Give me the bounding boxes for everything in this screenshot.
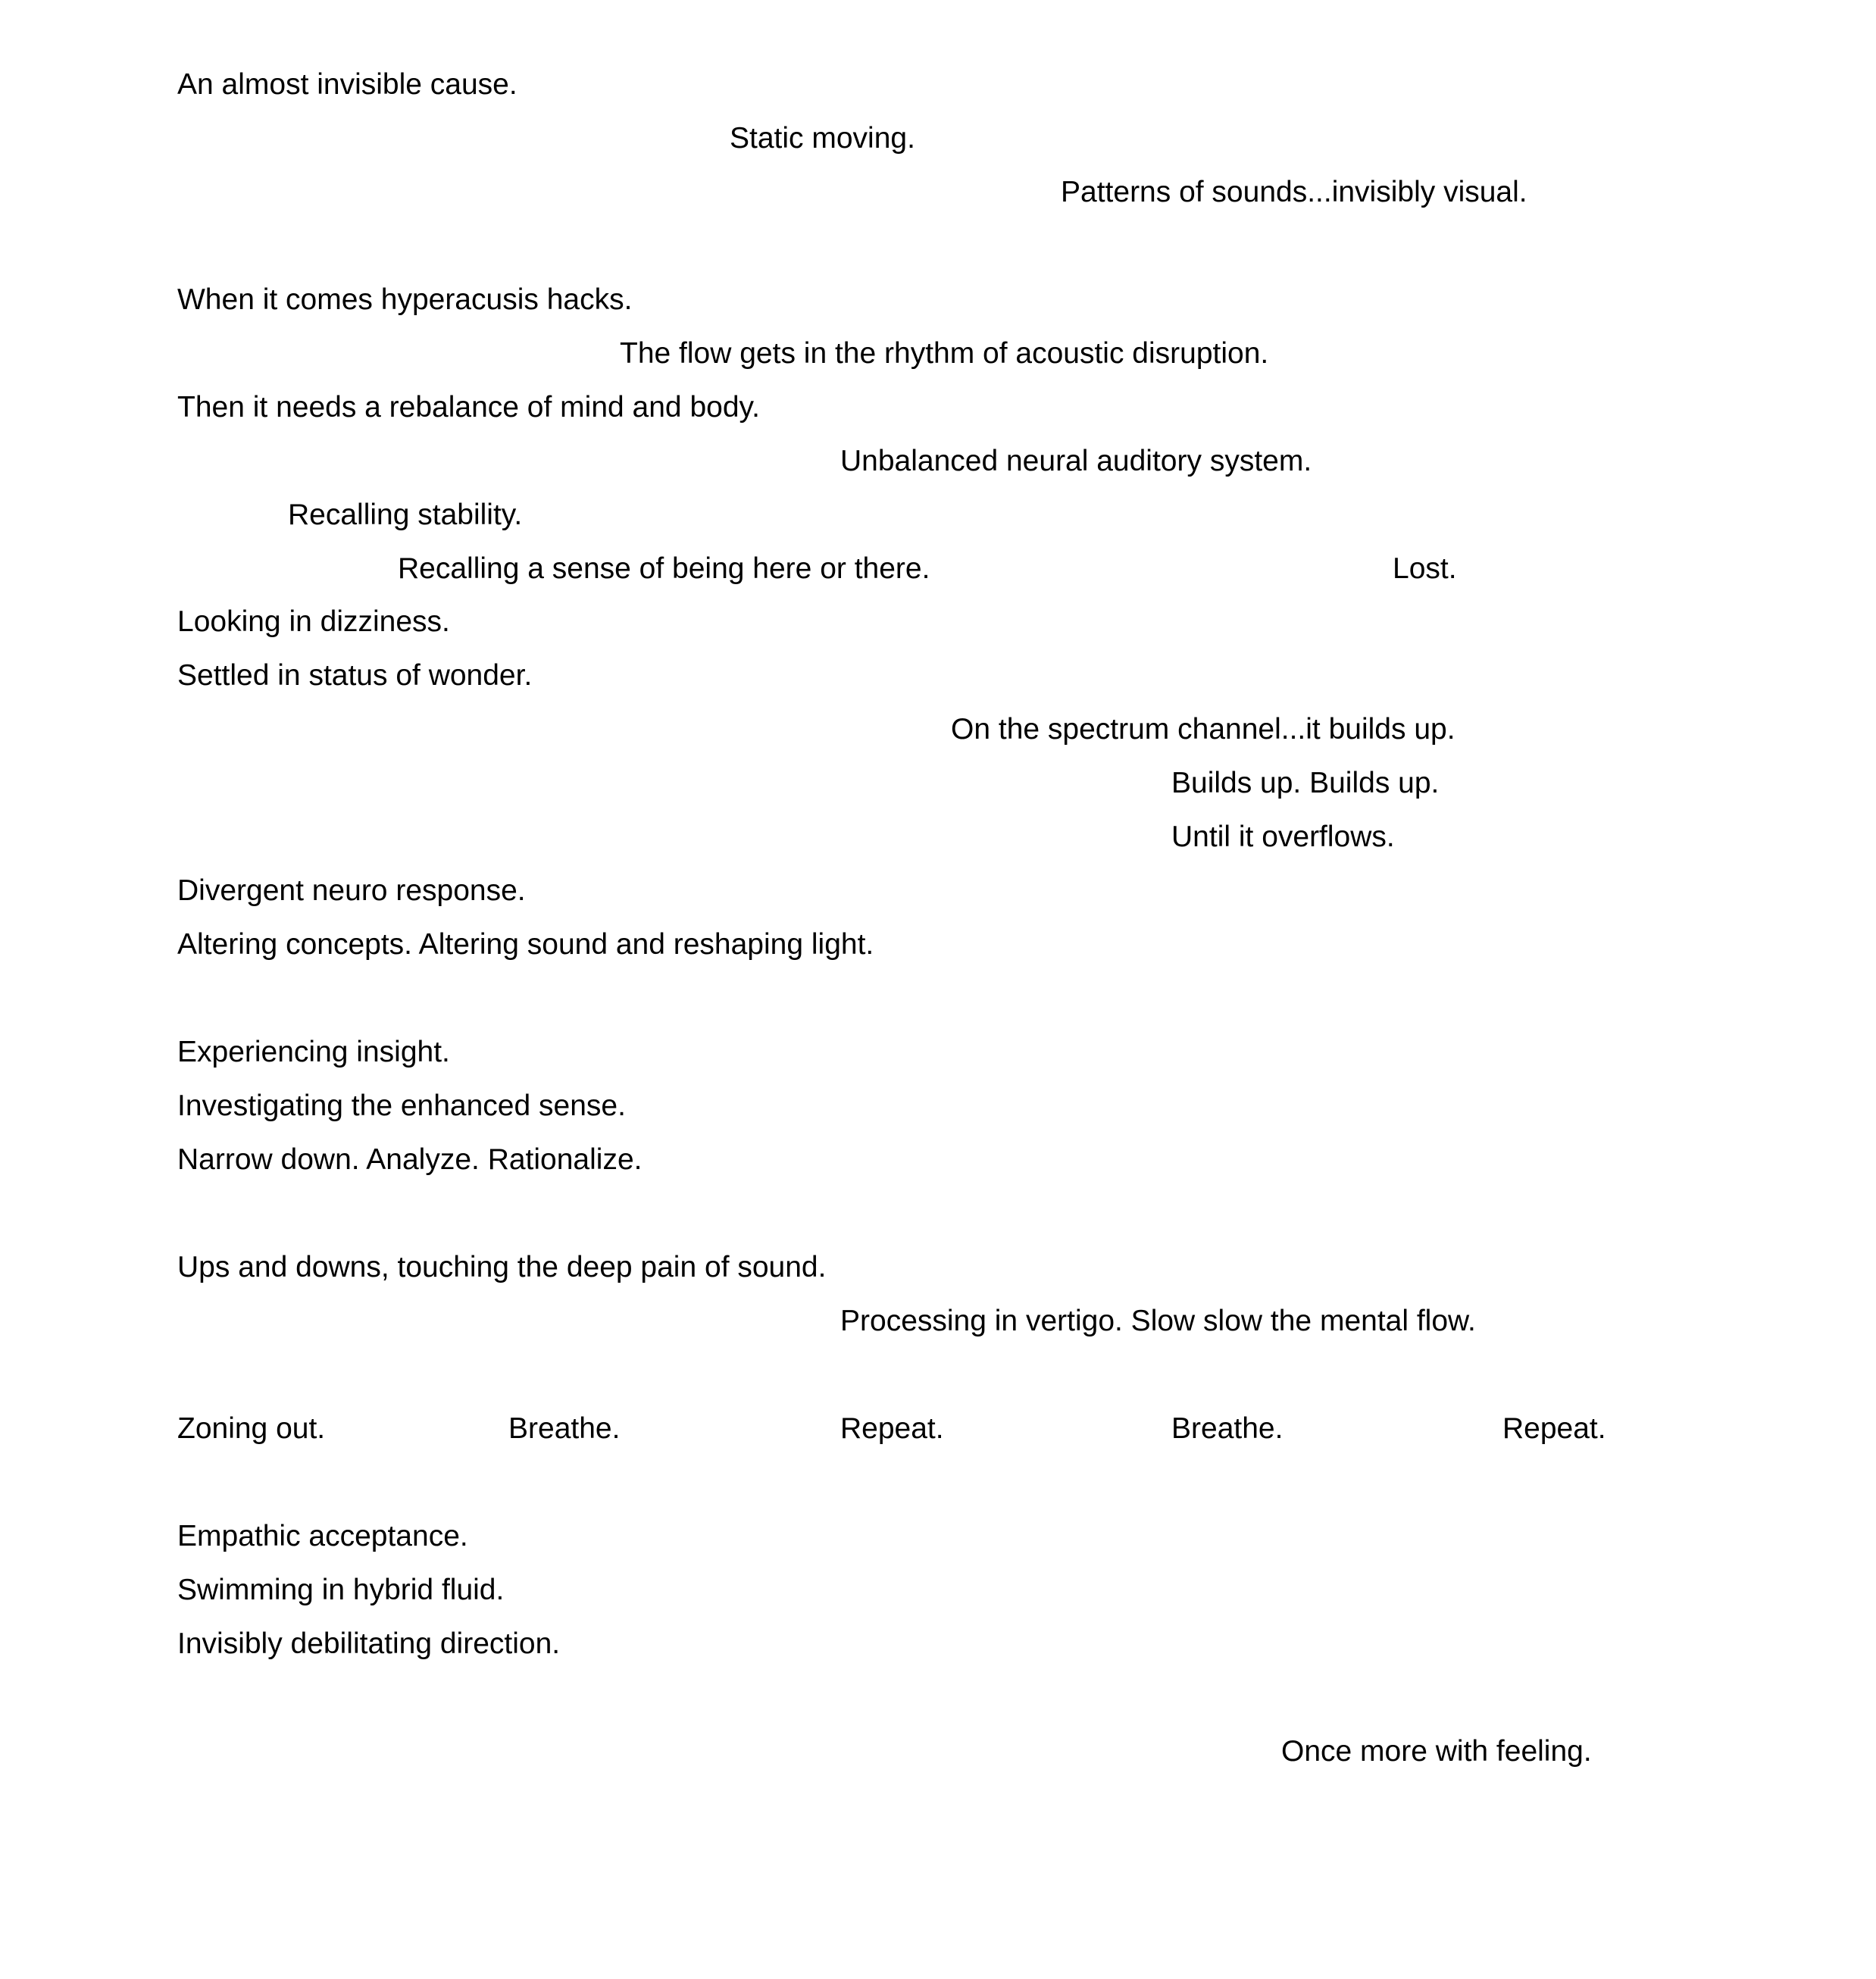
poem-line: Ups and downs, touching the deep pain of sound. <box>177 1251 827 1283</box>
poem-line: The flow gets in the rhythm of acoustic disruption. <box>620 337 1269 370</box>
poem-line: Settled in status of wonder. <box>177 659 533 692</box>
poem-line: Divergent neuro response. <box>177 874 526 907</box>
poem-line: Investigating the enhanced sense. <box>177 1090 626 1122</box>
poem-word: Breathe. <box>1171 1412 1283 1445</box>
poem-line: On the spectrum channel...it builds up. <box>951 713 1455 746</box>
poem-line: Then it needs a rebalance of mind and body. <box>177 391 760 424</box>
poem-line: When it comes hyperacusis hacks. <box>177 283 633 316</box>
poem-line: Looking in dizziness. <box>177 605 450 638</box>
poem-line: Recalling a sense of being here or there. <box>398 552 930 585</box>
poem-line: Processing in vertigo. Slow slow the mental flow. <box>840 1305 1476 1337</box>
poem-line: Narrow down. Analyze. Rationalize. <box>177 1143 643 1176</box>
poem-line: Lost. <box>1393 552 1457 585</box>
poem-line: Patterns of sounds...invisibly visual. <box>1061 176 1527 208</box>
poem-line: Empathic acceptance. <box>177 1520 468 1552</box>
poem-line: Recalling stability. <box>288 499 523 531</box>
poem-line: Builds up. Builds up. <box>1171 767 1440 799</box>
poem-line: Static moving. <box>730 122 915 155</box>
poem-line: An almost invisible cause. <box>177 68 517 101</box>
poem-word: Repeat. <box>840 1412 944 1445</box>
poem-closing-line: Once more with feeling. <box>1281 1735 1592 1768</box>
poem-word: Repeat. <box>1502 1412 1606 1445</box>
poem-line: Until it overflows. <box>1171 821 1395 853</box>
poem-line: Unbalanced neural auditory system. <box>840 445 1312 477</box>
poem-line: Altering concepts. Altering sound and reshaping light. <box>177 928 874 961</box>
poem-line: Experiencing insight. <box>177 1036 450 1068</box>
poem-word: Breathe. <box>508 1412 621 1445</box>
poem-word: Zoning out. <box>177 1412 326 1445</box>
poem-line: Invisibly debilitating direction. <box>177 1627 561 1660</box>
poem-line: Swimming in hybrid fluid. <box>177 1574 505 1606</box>
